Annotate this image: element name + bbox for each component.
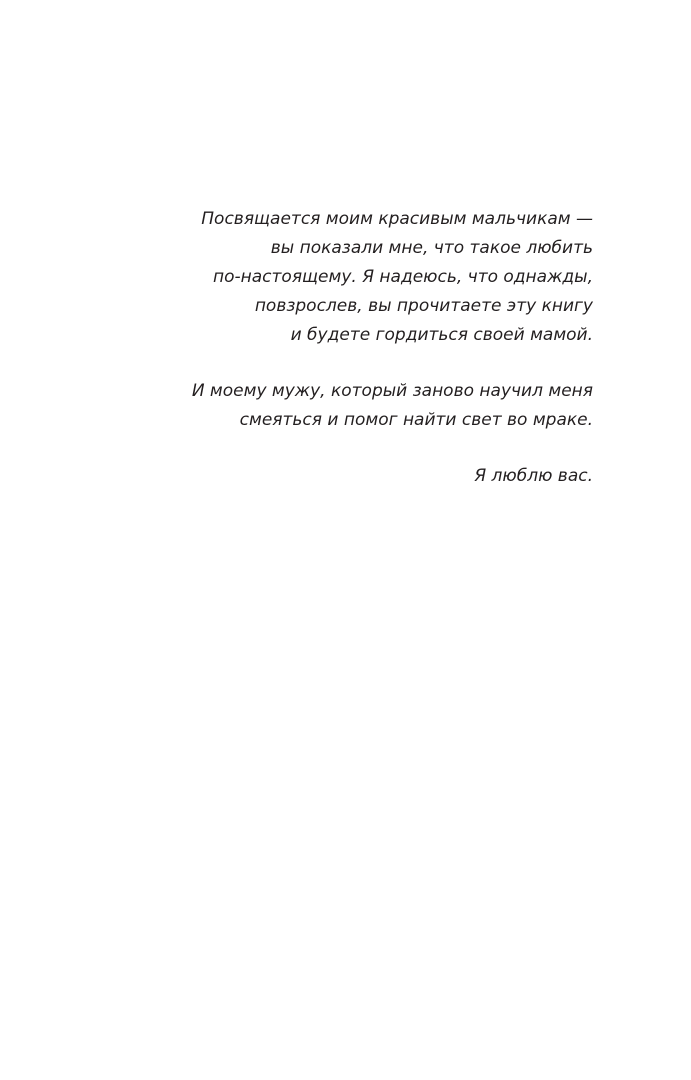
dedication-line: вы показали мне, что такое любить	[270, 238, 593, 258]
dedication-stanza-closing	[150, 462, 593, 491]
dedication-line: смеяться и помог найти свет во мраке.	[239, 410, 593, 430]
dedication-stanza-husband	[150, 377, 593, 435]
dedication-line: И моему мужу, который заново научил меня	[191, 381, 593, 401]
dedication-line: по-настоящему. Я надеюсь, что однажды,	[212, 267, 593, 287]
dedication-line: Посвящается моим красивым мальчикам —	[201, 209, 593, 229]
dedication-text	[150, 205, 593, 491]
dedication-line: и будете гордиться своей мамой.	[290, 325, 593, 345]
dedication-line: Я люблю вас.	[474, 466, 593, 486]
dedication-stanza-sons	[150, 205, 593, 350]
dedication-line: повзрослев, вы прочитаете эту книгу	[254, 296, 593, 316]
